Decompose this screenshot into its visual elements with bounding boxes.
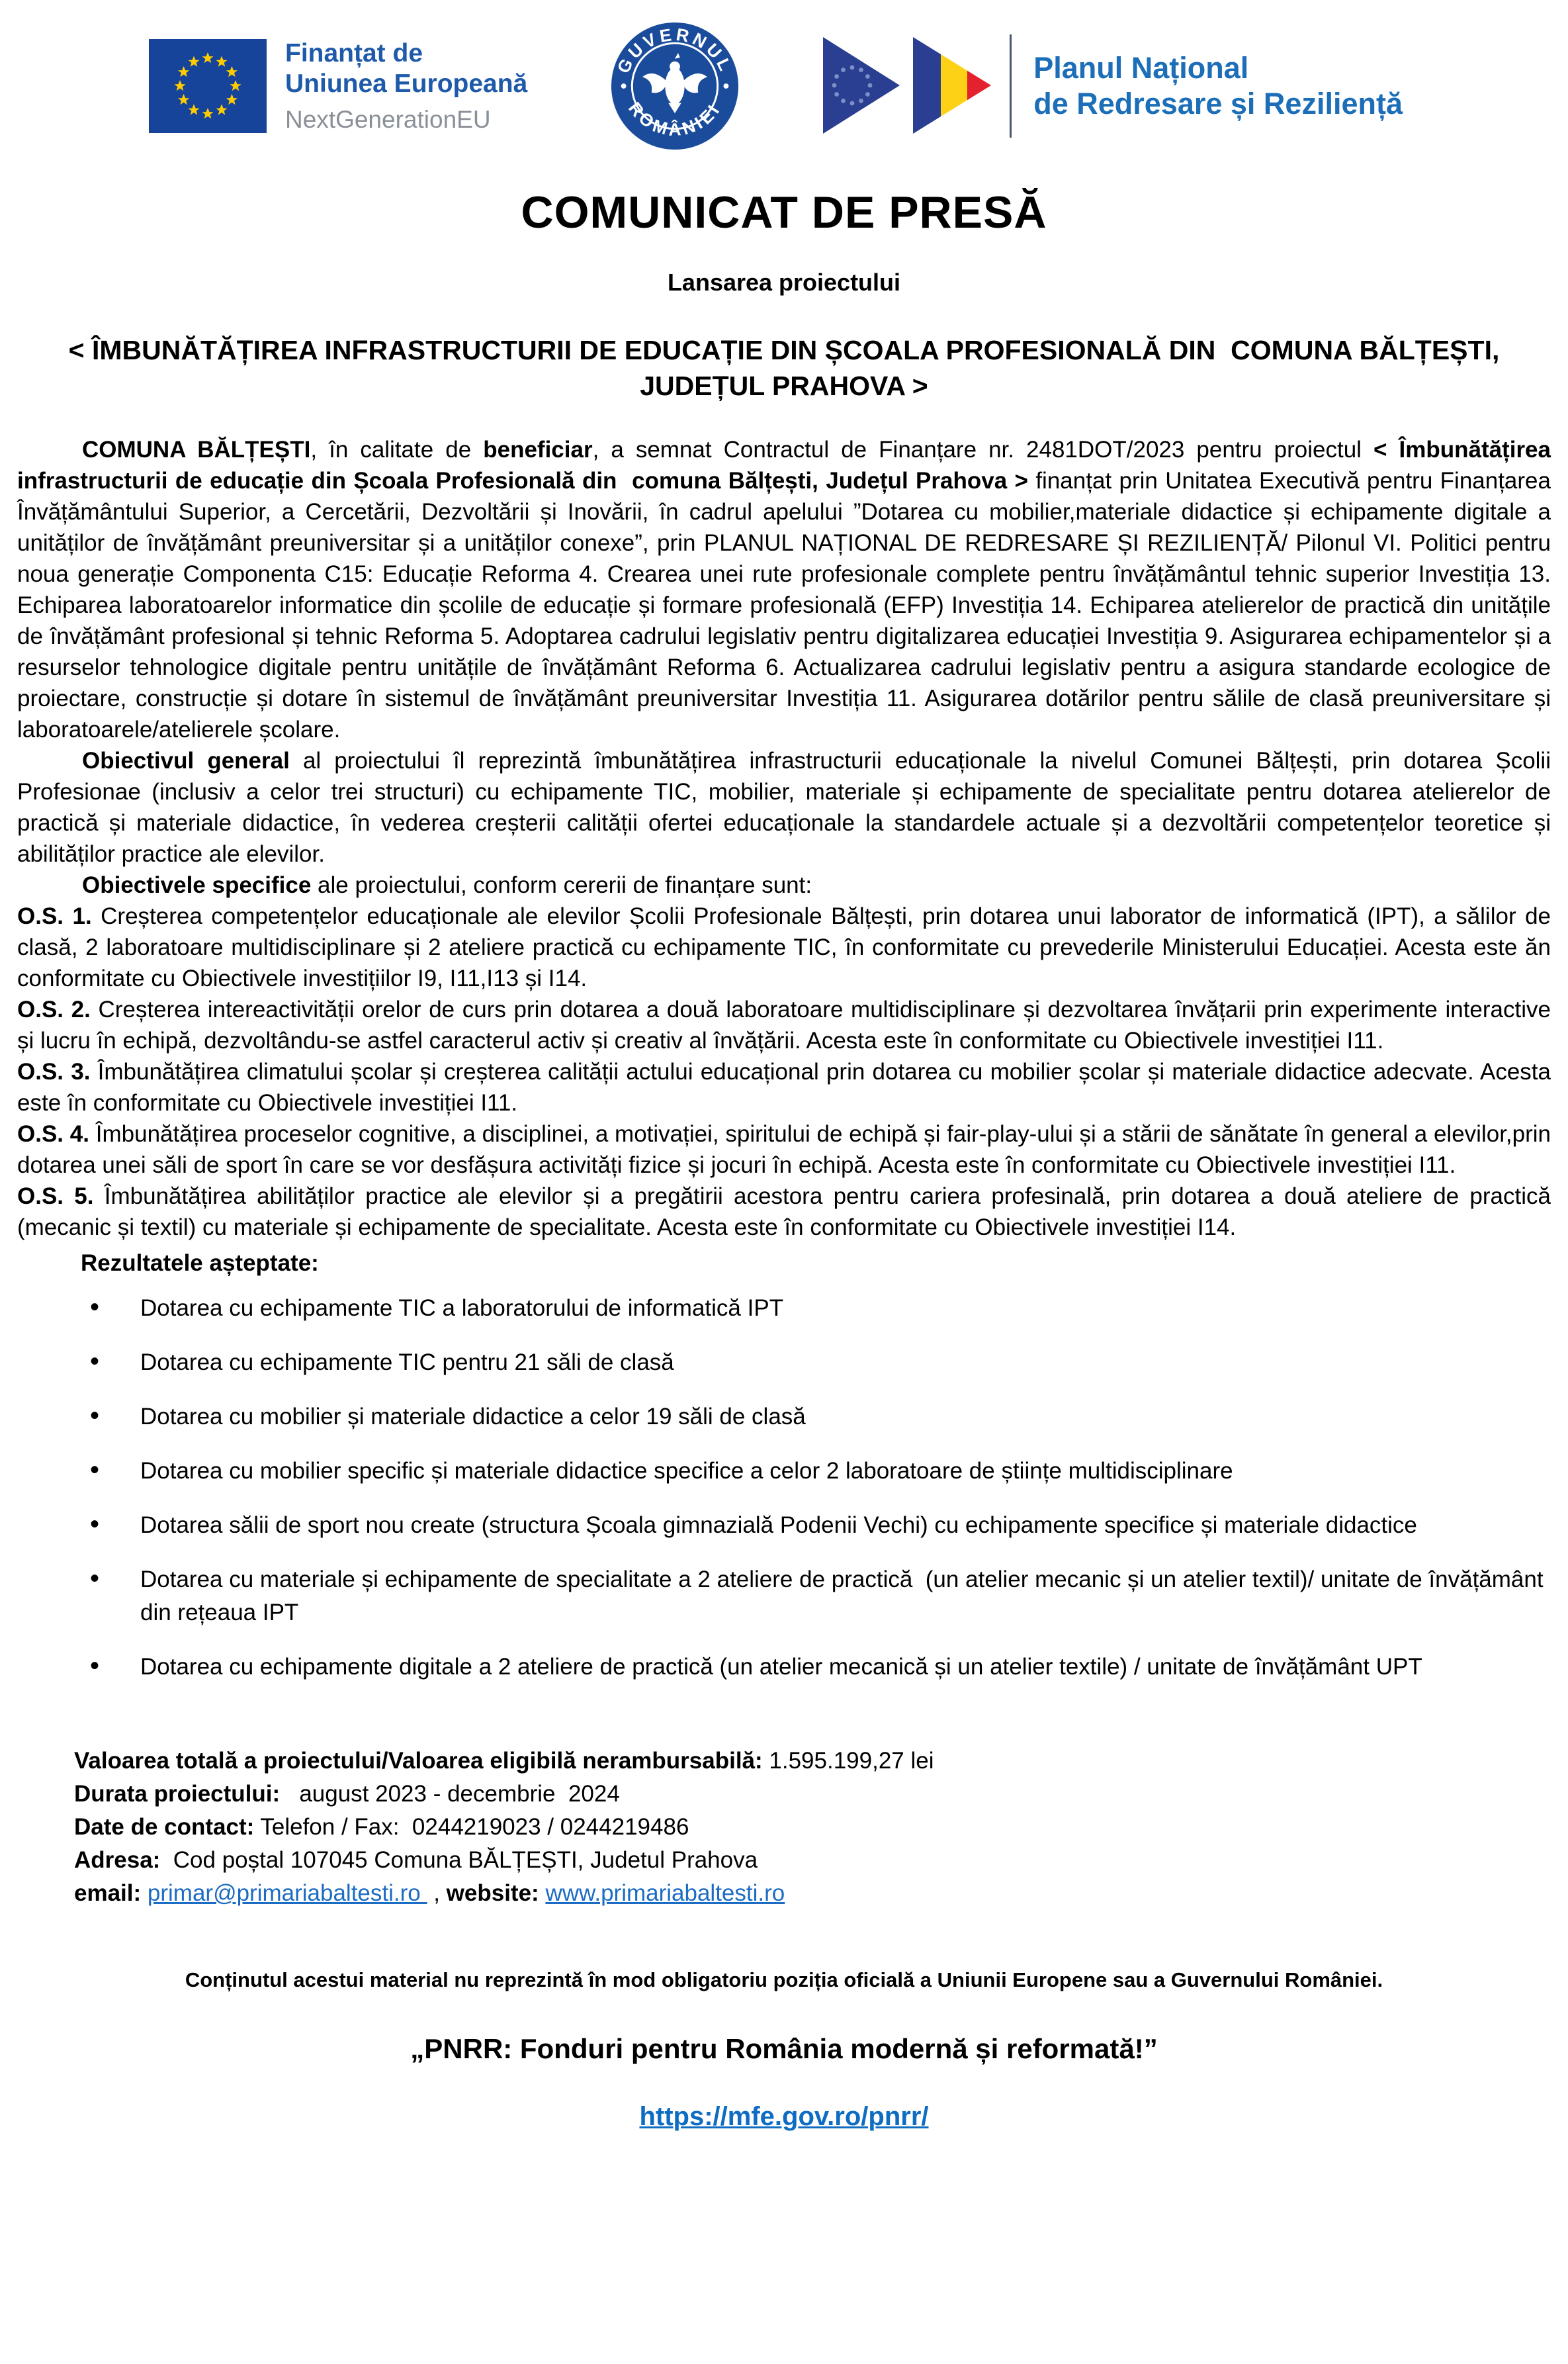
text-segment: Creșterea competențelor educaționale ale elevilor Școlii Profesionale Bălțești, prin dotarea unui laborator de informatică (IPT), a sălilor de clasă, 2 laboratoare multidisciplinare și 2 ateliere practică cu echipamente TIC, în conformitate cu prevederile Ministerului Educației. Acesta este ăn conformitate cu Obiectivele investițiilor I9, I11,I13 și I14. bbox=[17, 903, 1557, 992]
text-segment: finanțat prin Unitatea Executivă pentru Finanțarea Învățământului Superior, a Cercetării, Dezvoltării și Inovării, în cadrul apelului ”Dotarea cu mobilier,materiale didactice și echipamente digitale a unităților de învățământ preuniversitar și a unităților conexe”, prin PLANUL NAȚIONAL DE REDRESARE ȘI REZILIENȚĂ/ Pilonul VI. Politici pentru noua generație Componenta C15: Educație Reforma 4. Crearea unei rute profesionale complete pentru învățământul tehnic superior Investiția 13. Echiparea laboratoarelor informatice din școlile de educație și formare profesională (EFP) Investiția 14. Echiparea atelierelor de practică din unitățile de învățământ profesional și tehnic Reforma 5. Adoptarea cadrului legislativ pentru digitalizarea educației Investiția 9. Asigurarea echipamentelor și a resurselor tehnologice digitale pentru unitățile de învățământ Reforma 6. Actualizarea cadrului legislativ pentru a asigura standarde ecologice de proiectare, construcție și dotare în sistemul de învățământ preuniversitar Investiția 11. Asigurarea dotărilor pentru sălile de clasă preuniversitare și laboratoarele/atelierele școlare. bbox=[17, 468, 1557, 743]
text-segment: Date de contact: bbox=[74, 1814, 255, 1841]
text-segment: Obiectivele specifice bbox=[82, 872, 312, 899]
text-segment: O.S. 1. bbox=[17, 903, 92, 930]
page-title: COMUNICAT DE PRESĂ bbox=[521, 187, 1047, 238]
romanian-government-seal-icon bbox=[610, 21, 740, 151]
mfe-gov-link[interactable]: https://mfe.gov.ro/pnrr/ bbox=[639, 2102, 929, 2132]
text-segment: Creșterea intereactivității orelor de curs prin dotarea a două laboratoare multidisciplinare și dezvoltarea învățarii prin experimente interactive și lucru în echipă, dezvoltându-se astfel caracterul activ și creativ al învățării. Acesta este în conformitate cu Obiectivele investiției I11. bbox=[17, 997, 1557, 1054]
gov-seal-top-text: GUVERNUL bbox=[613, 24, 737, 77]
total-value-row bbox=[74, 1745, 1551, 1778]
results-heading: Rezultatele așteptate: bbox=[81, 1250, 319, 1277]
text-segment: Adresa: bbox=[74, 1847, 161, 1874]
text-segment bbox=[141, 1880, 148, 1906]
project-heading: < ÎMBUNĂTĂȚIREA INFRASTRUCTURII DE EDUCAȚIE DIN ȘCOALA PROFESIONALĂ DIN COMUNA BĂLȚEȘTI, JUDEȚUL PRAHOVA > bbox=[68, 335, 1507, 402]
hyperlink[interactable]: www.primariabaltesti.ro bbox=[545, 1880, 785, 1907]
contact-block bbox=[74, 1745, 1551, 1910]
text-segment: O.S. 2. bbox=[17, 997, 91, 1023]
pnrr-logo bbox=[822, 29, 1403, 143]
text-segment: , a semnat Contractul de Finanțare nr. 2481DOT/2023 pentru proiectul bbox=[592, 437, 1374, 463]
hyperlink[interactable]: primar@primariabaltesti.ro bbox=[147, 1880, 427, 1907]
document-body bbox=[0, 434, 1568, 2132]
text-segment: Telefon / Fax: 0244219023 / 0244219486 bbox=[254, 1814, 689, 1841]
bullet-item: • Dotarea cu materiale și echipamente de specialitate a 2 ateliere de practică (un atelier mecanic și un atelier textil)/ unitate de învățământ din rețeaua IPT bbox=[140, 1563, 1551, 1629]
text-segment: al proiectului îl reprezintă îmbunătățirea infrastructurii educaționale la nivelul Comunei Bălțești, prin dotarea Școlii Profesionae (inclusiv a celor trei structuri) cu echipamente TIC, mobilier, materiale și echipamente de specialitate pentru dotarea atelierelor de practică și materiale didactice, în vederea creșterii calității ofertei educaționale la standardele actuale și a dezvoltării competențelor teoretice și abilităților practice ale elevilor. bbox=[17, 748, 1557, 868]
text-segment: Obiectivul general bbox=[82, 748, 290, 774]
eu-text-line2: Uniunea Europeană bbox=[285, 69, 528, 98]
paragraph-os3 bbox=[17, 1056, 1557, 1118]
text-segment bbox=[539, 1880, 546, 1906]
pnrr-title-line2: de Redresare și Reziliență bbox=[1033, 87, 1403, 120]
text-segment: O.S. 4. bbox=[17, 1121, 89, 1148]
eu-flag-icon bbox=[149, 39, 267, 133]
text-segment: Îmbunătățirea proceselor cognitive, a disciplinei, a motivației, spiritului de echipă și fair-play-ului și a stării de sănătate în general a elevilor,prin dotarea unei săli de sport în care se vor desfășura activități fizice și jocuri în echipă. Acesta este în conformitate cu Obiectivele investiției I11. bbox=[17, 1121, 1557, 1179]
text-segment: email: bbox=[74, 1880, 142, 1907]
bullet-item: • Dotarea cu mobilier specific și materiale didactice specifice a celor 2 laboratoare de științe multidisciplinare bbox=[140, 1455, 1551, 1488]
eu-text-line1: Finanțat de bbox=[285, 38, 423, 68]
text-segment: ale proiectului, conform cererii de finanțare sunt: bbox=[311, 872, 812, 899]
text-segment: beneficiar bbox=[483, 437, 593, 463]
text-segment: 1.595.199,27 lei bbox=[762, 1748, 934, 1774]
text-segment: , bbox=[427, 1880, 447, 1907]
paragraph-intro bbox=[17, 434, 1557, 745]
text-segment: august 2023 - decembrie 2024 bbox=[280, 1781, 620, 1807]
bullet-item: • Dotarea cu echipamente digitale a 2 ateliere de practică (un atelier mecanică și un atelier textile) / unitate de învățământ UPT bbox=[140, 1651, 1551, 1684]
text-segment: , în calitate de bbox=[310, 437, 484, 463]
paragraph-os1 bbox=[17, 901, 1557, 994]
text-segment: Îmbunătățirea abilităților practice ale elevilor și a pregătirii acestora pentru cariera profesinală, prin dotarea a două ateliere de practică (mecanic și textil) cu materiale și echipamente de specialitate. Acesta este în conformitate cu Obiectivele investiției I14. bbox=[17, 1183, 1557, 1241]
eu-funding-text bbox=[285, 38, 527, 134]
text-segment: COMUNA BĂLȚEȘTI bbox=[82, 437, 311, 463]
bullet-item: • Dotarea cu mobilier și materiale didactice a celor 19 săli de clasă bbox=[140, 1400, 1551, 1433]
subtitle: Lansarea proiectului bbox=[667, 269, 901, 296]
text-segment: Îmbunătățirea climatului școlar și creșterea calității actului educațional prin dotarea cu mobilier școlar și materiale didactice adecvate. Acesta este în conformitate cu Obiectivele investiției I11. bbox=[17, 1059, 1557, 1116]
text-segment: Valoarea totală a proiectului/Valoarea eligibilă nerambursabilă: bbox=[74, 1748, 763, 1774]
eu-funding-logo bbox=[149, 38, 527, 134]
paragraph-os5 bbox=[17, 1181, 1557, 1243]
eu-text-line3: NextGenerationEU bbox=[285, 106, 491, 134]
text-segment: O.S. 3. bbox=[17, 1059, 91, 1085]
text-segment: < Îmbunătățirea infrastructurii de educație din Școala Profesională din comuna Bălțești, Județul Prahova > bbox=[17, 437, 1557, 494]
pnrr-title bbox=[1033, 50, 1403, 122]
text-segment: O.S. 5. bbox=[17, 1183, 94, 1210]
pnrr-arrows-icon bbox=[822, 29, 1020, 143]
email-website-row bbox=[74, 1877, 1551, 1910]
text-segment: Durata proiectului: bbox=[74, 1781, 281, 1807]
contact-phone-row bbox=[74, 1811, 1551, 1844]
bullet-item: • Dotarea cu echipamente TIC a laboratorului de informatică IPT bbox=[140, 1292, 1551, 1325]
gov-seal-bottom-text: ROMÂNIEI bbox=[624, 98, 725, 140]
paragraph-obiectiv-general bbox=[17, 745, 1557, 870]
bullet-item: • Dotarea cu echipamente TIC pentru 21 săli de clasă bbox=[140, 1346, 1551, 1379]
pnrr-title-line1: Planul Național bbox=[1033, 51, 1249, 85]
header-logos bbox=[0, 0, 1568, 152]
footer-pnrr-quote: „PNRR: Fonduri pentru România modernă și reformată!” bbox=[410, 2033, 1158, 2065]
results-bullet-list bbox=[17, 1292, 1551, 1684]
text-segment: website: bbox=[446, 1880, 539, 1907]
footer-disclaimer: Conținutul acestui material nu reprezintă în mod obligatoriu poziția oficială a Uniunii Europene sau a Guvernului României. bbox=[185, 1968, 1383, 1992]
address-row bbox=[74, 1844, 1551, 1877]
project-duration-row bbox=[74, 1778, 1551, 1811]
paragraph-os4 bbox=[17, 1118, 1557, 1181]
text-segment: Cod poștal 107045 Comuna BĂLȚEȘTI, Judetul Prahova bbox=[160, 1847, 758, 1874]
bullet-item: • Dotarea sălii de sport nou create (structura Școala gimnazială Podenii Vechi) cu echipamente specifice și materiale didactice bbox=[140, 1509, 1551, 1542]
paragraph-os2 bbox=[17, 994, 1557, 1056]
paragraph-obiective-specifice bbox=[17, 870, 1551, 901]
